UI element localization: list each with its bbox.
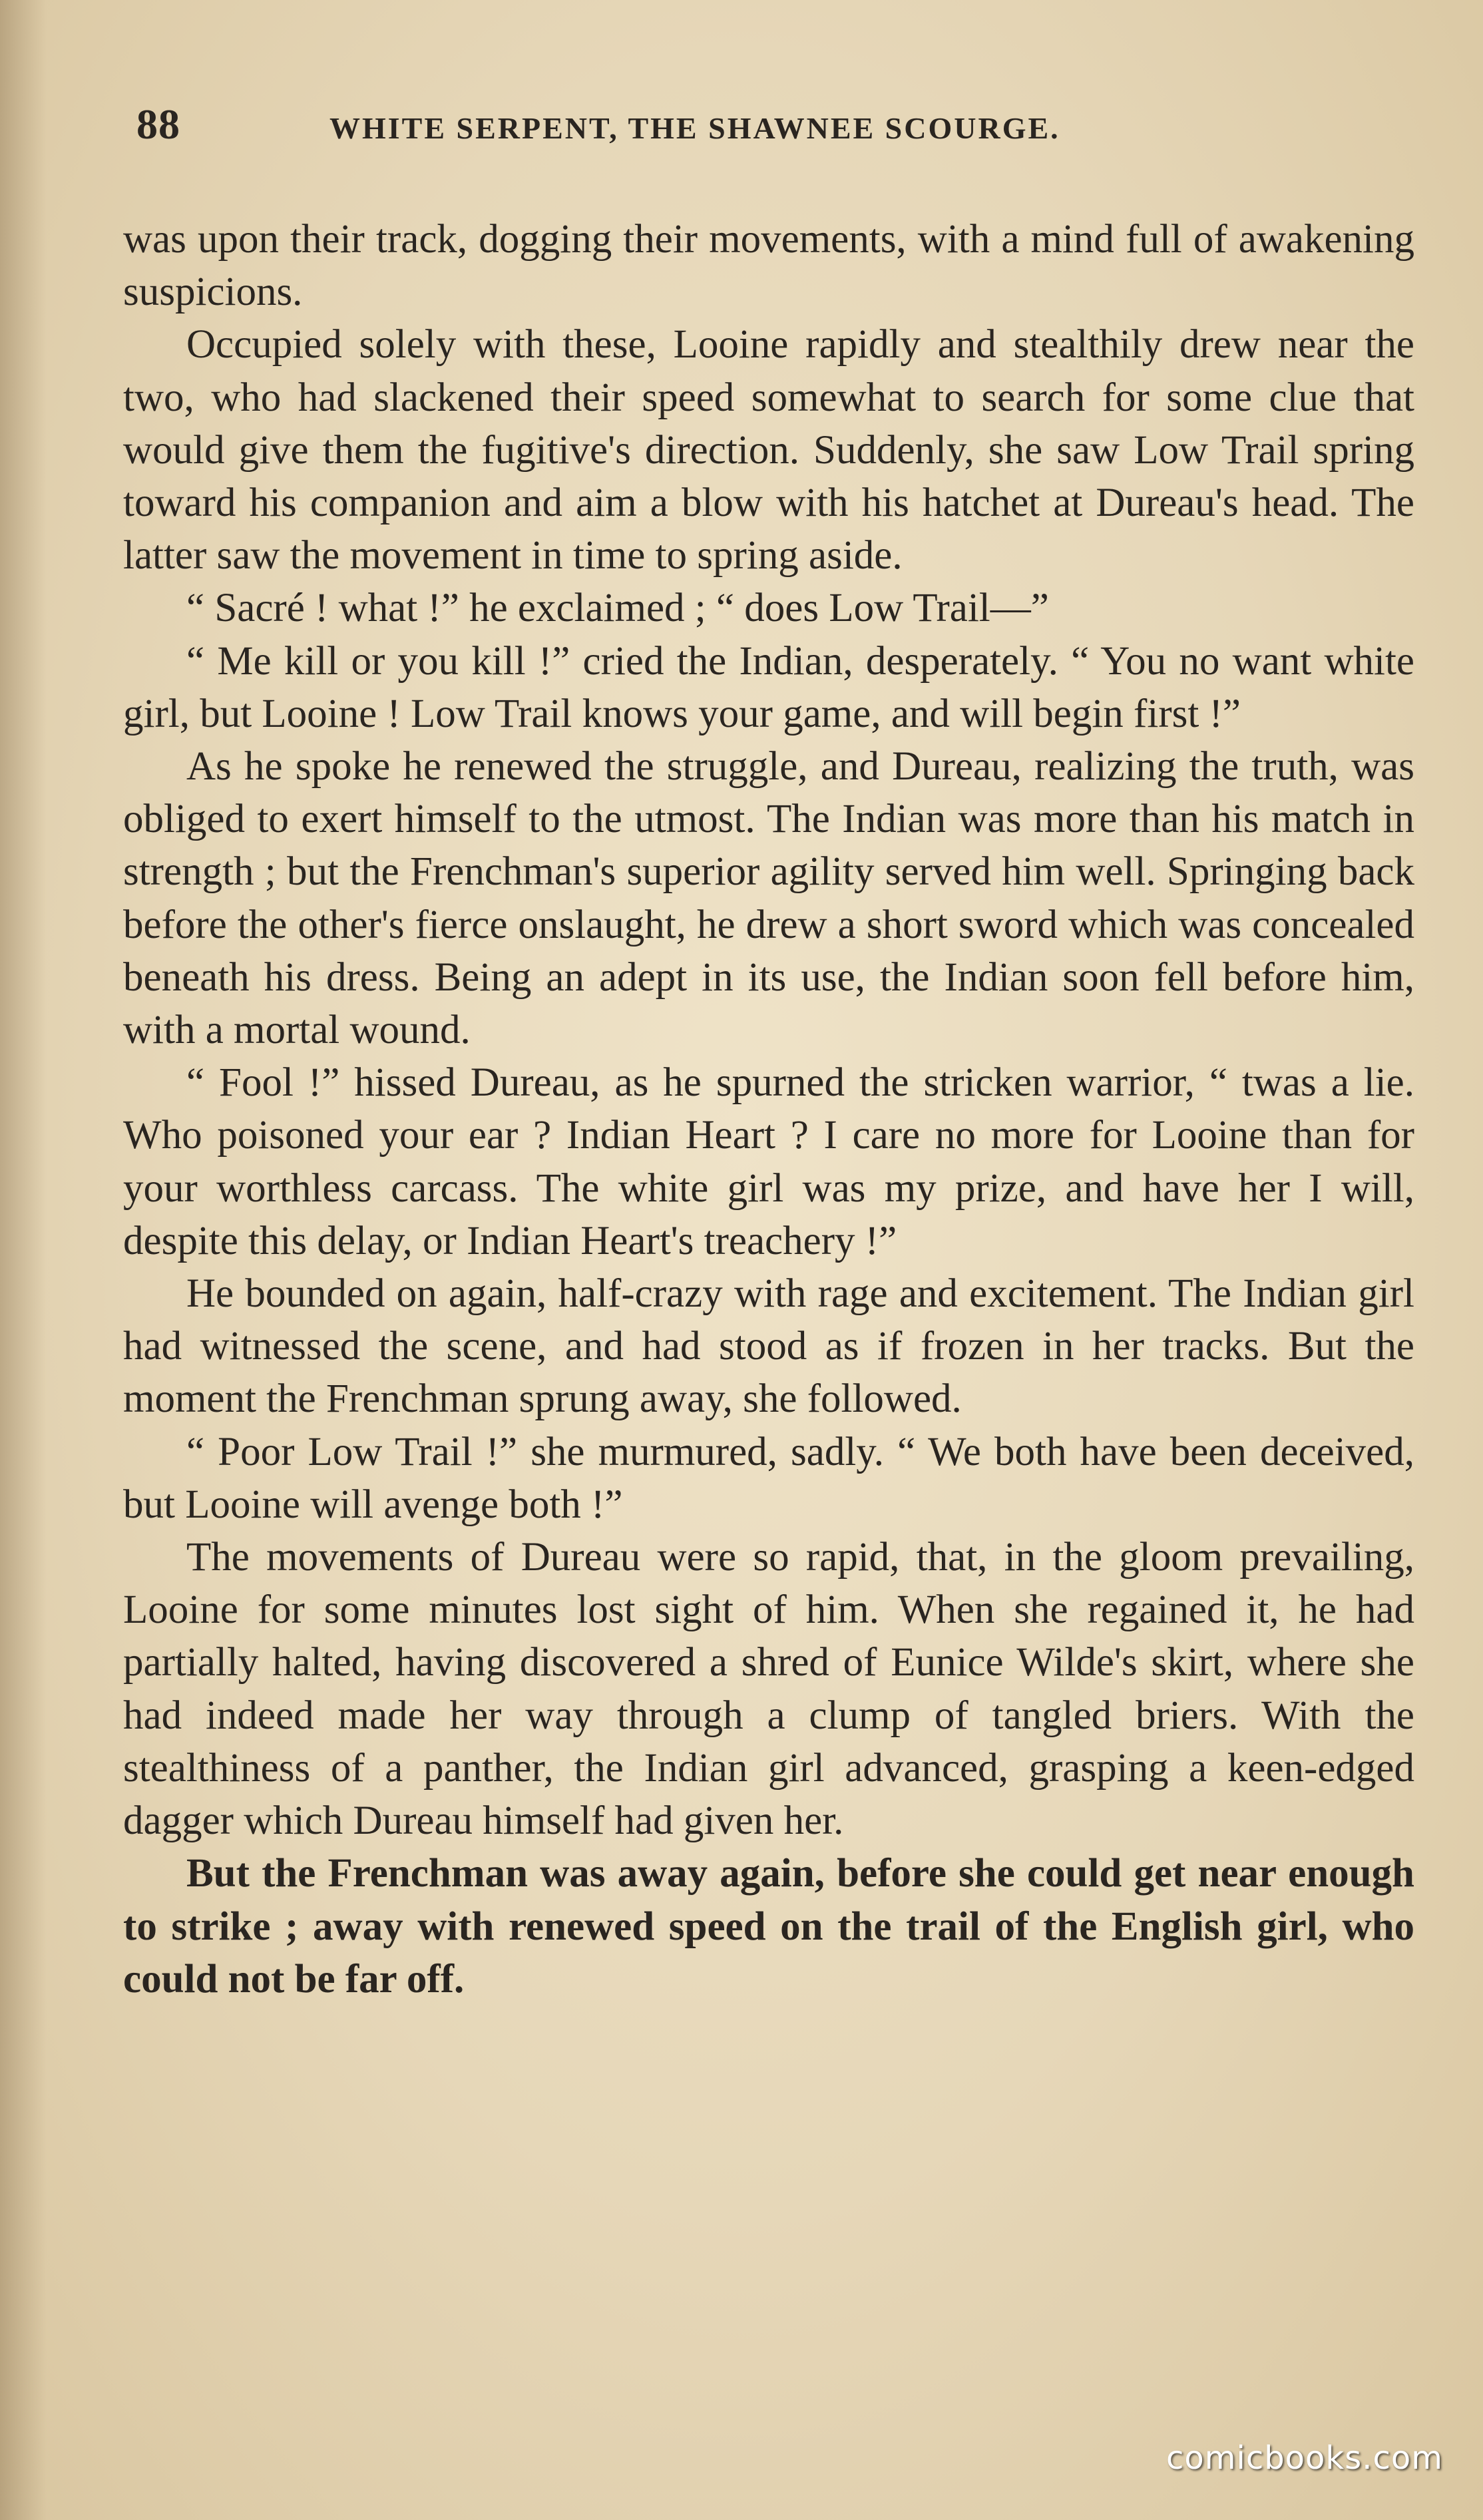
- site-watermark: comicbooks.com: [1165, 2439, 1443, 2477]
- paragraph: “ Poor Low Trail !” she murmured, sadly. “ We both have been deceived, but Looine will avenge both !”: [123, 1429, 1425, 1527]
- paragraph: But the Frenchman was away again, before she could get near enough to strike ; away with renewed speed on the trail of the English girl, who could not be far off.: [123, 1851, 1425, 2001]
- paragraph: He bounded on again, half-crazy with rage and excitement. The Indian girl had witnessed the scene, and had stood as if frozen in her tracks. But the moment the Frenchman sprung away, she followed.: [123, 1271, 1425, 1422]
- body-text: [123, 213, 1425, 2005]
- page-header: [136, 100, 1228, 160]
- page-number: 88: [136, 101, 180, 148]
- paragraph: was upon their track, dogging their movements, with a mind full of awakening suspicions.: [123, 217, 1425, 315]
- running-head: WHITE SERPENT, THE SHAWNEE SCOURGE.: [329, 111, 1060, 145]
- page-edge-shadow: [0, 0, 47, 2520]
- paragraph: The movements of Dureau were so rapid, that, in the gloom prevailing, Looine for some minutes lost sight of him. When she regained it, he had partially halted, having discovered a shred of Eunice Wilde's skirt, where she had indeed made her way through a clump of tangled briers. With the stealthiness of a panther, the Indian girl advanced, grasping a keen-edged dagger which Dureau himself had given her.: [123, 1535, 1425, 1844]
- paragraph: As he spoke he renewed the struggle, and Dureau, realizing the truth, was obliged to exert himself to the utmost. The Indian was more than his match in strength ; but the Frenchman's superior agility served him well. Springing back before the other's fierce onslaught, he drew a short sword which was concealed beneath his dress. Being an adept in its use, the Indian soon fell before him, with a mortal wound.: [123, 744, 1425, 1053]
- paragraph: “ Fool !” hissed Dureau, as he spurned the stricken warrior, “ twas a lie. Who poisoned your ear ? Indian Heart ? I care no more for Looine than for your worthless carcass. The white girl was my prize, and have her I will, despite this delay, or Indian Heart's treachery !”: [123, 1060, 1425, 1263]
- paragraph: “ Sacré ! what !” he exclaimed ; “ does Low Trail—”: [186, 586, 1049, 631]
- paragraph: Occupied solely with these, Looine rapidly and stealthily drew near the two, who had slackened their speed somewhat to search for some clue that would give them the fugitive's direction. Suddenly, she saw Low Trail spring toward his companion and aim a blow with his hatchet at Dureau's head. The latter saw the movement in time to spring aside.: [123, 322, 1425, 578]
- paragraph: “ Me kill or you kill !” cried the Indian, desperately. “ You no want white girl, but Looine ! Low Trail knows your game, and will begin first !”: [123, 638, 1425, 736]
